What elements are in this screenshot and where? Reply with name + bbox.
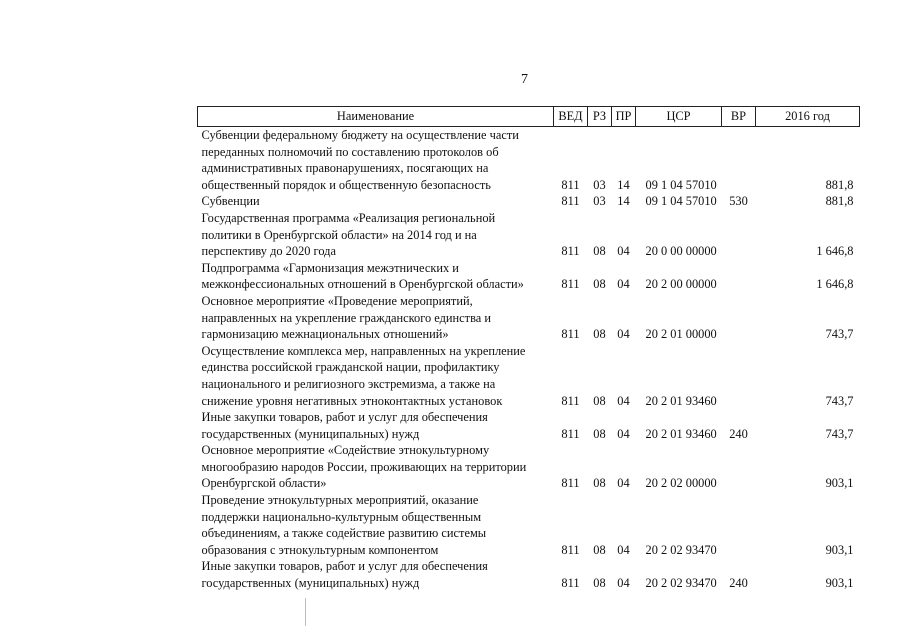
cell-csr: 09 1 04 57010 [645, 194, 717, 209]
cell-name: Субвенции [201, 194, 260, 209]
cell-amount: 881,8 [825, 194, 854, 209]
cell-csr: 20 2 02 93470 [645, 542, 717, 557]
header-year: 2016 год [756, 107, 860, 127]
cell-rz: 08 [593, 576, 606, 591]
cell-rz: 08 [593, 542, 606, 557]
cell-csr: 20 0 00 00000 [645, 244, 717, 259]
cell-csr: 09 1 04 57010 [645, 177, 717, 192]
cell-ved: 811 [561, 327, 580, 342]
cell-ved: 811 [561, 576, 580, 591]
cell-name: Иные закупки товаров, работ и услуг для обеспечения государственных (муниципальных) нужд [201, 559, 488, 591]
cell-vr [722, 210, 756, 260]
cell-pr: 04 [617, 327, 630, 342]
cell-vr: 530 [729, 194, 748, 209]
cell-pr: 04 [617, 277, 630, 292]
cell-amount: 881,8 [825, 177, 854, 192]
table-header-row [198, 107, 860, 127]
header-vr: ВР [722, 107, 756, 127]
cell-csr: 20 2 01 93460 [645, 393, 717, 408]
cell-rz: 08 [593, 277, 606, 292]
cell-amount: 1 646,8 [816, 277, 854, 292]
table-row [198, 442, 860, 492]
cell-rz: 08 [593, 393, 606, 408]
cell-name: Подпрограмма «Гармонизация межэтнических и межконфессиональных отношений в Оренбургской области» [201, 260, 524, 292]
cell-name: Государственная программа «Реализация региональной политики в Оренбургской области» на 2014 год и на перспективу до 2020 года [201, 210, 496, 259]
cell-pr: 04 [617, 476, 630, 491]
cell-csr: 20 2 00 00000 [645, 277, 717, 292]
cell-rz: 03 [593, 194, 606, 209]
cell-amount: 743,7 [825, 327, 854, 342]
table-row [198, 127, 860, 194]
table-row [198, 193, 860, 210]
cell-ved: 811 [561, 393, 580, 408]
cell-amount: 903,1 [825, 476, 854, 491]
cell-name: Субвенции федеральному бюджету на осуществление части переданных полномочий по составлению протоколов об административных правонарушениях, посягающих на общественный порядок и общественную безопасность [201, 128, 519, 192]
cell-amount: 903,1 [825, 542, 854, 557]
cell-amount: 743,7 [825, 426, 854, 441]
cell-ved: 811 [561, 177, 580, 192]
cell-pr: 04 [617, 426, 630, 441]
cell-csr: 20 2 01 93460 [645, 426, 717, 441]
header-csr: ЦСР [636, 107, 722, 127]
cell-rz: 08 [593, 327, 606, 342]
cell-vr [722, 492, 756, 558]
cell-name: Осуществление комплекса мер, направленных на укрепление единства российской гражданской нации, профилактику национального и религиозного экстремизма, а также на снижение уровня негативных этноконтактных установок [201, 343, 526, 408]
cell-name: Основное мероприятие «Проведение мероприятий, направленных на укрепление гражданского единства и гармонизацию межнациональных отношений» [201, 293, 492, 342]
header-rz: РЗ [588, 107, 612, 127]
cell-pr: 04 [617, 576, 630, 591]
cell-rz: 08 [593, 244, 606, 259]
cell-ved: 811 [561, 542, 580, 557]
cell-vr [722, 442, 756, 492]
cell-pr: 14 [617, 194, 630, 209]
page-number: 7 [521, 72, 528, 87]
cell-vr [722, 343, 756, 409]
budget-table [197, 106, 860, 592]
cell-name: Основное мероприятие «Содействие этнокультурному многообразию народов России, проживающих на территории Оренбургской области» [201, 443, 527, 491]
cell-pr: 04 [617, 393, 630, 408]
cell-pr: 04 [617, 542, 630, 557]
header-ved: ВЕД [554, 107, 588, 127]
cell-vr: 240 [729, 576, 748, 591]
cell-ved: 811 [561, 476, 580, 491]
cell-pr: 04 [617, 244, 630, 259]
table-body [198, 127, 860, 592]
cell-amount: 1 646,8 [816, 244, 854, 259]
cell-ved: 811 [561, 244, 580, 259]
table-row [198, 558, 860, 591]
cell-vr [722, 127, 756, 194]
cell-rz: 03 [593, 177, 606, 192]
cell-vr [722, 293, 756, 343]
cell-csr: 20 2 01 00000 [645, 327, 717, 342]
cell-rz: 08 [593, 426, 606, 441]
table-row [198, 210, 860, 260]
cell-csr: 20 2 02 00000 [645, 476, 717, 491]
table-row [198, 492, 860, 558]
table-row [198, 260, 860, 293]
header-name: Наименование [198, 107, 554, 127]
table-row [198, 343, 860, 409]
cell-pr: 14 [617, 177, 630, 192]
cell-rz: 08 [593, 476, 606, 491]
header-pr: ПР [612, 107, 636, 127]
cell-name: Иные закупки товаров, работ и услуг для обеспечения государственных (муниципальных) нужд [201, 410, 488, 441]
cell-name: Проведение этнокультурных мероприятий, оказание поддержки национально-культурным общественным объединениям, а также содействие развитию системы образования с этнокультурным компонентом [201, 493, 487, 557]
cell-vr [722, 260, 756, 293]
table-row [198, 409, 860, 442]
cell-vr: 240 [729, 426, 748, 441]
cell-ved: 811 [561, 194, 580, 209]
cell-ved: 811 [561, 426, 580, 441]
cell-amount: 903,1 [825, 576, 854, 591]
cell-csr: 20 2 02 93470 [645, 576, 717, 591]
table-row [198, 293, 860, 343]
cell-ved: 811 [561, 277, 580, 292]
margin-mark [305, 598, 306, 626]
cell-amount: 743,7 [825, 393, 854, 408]
